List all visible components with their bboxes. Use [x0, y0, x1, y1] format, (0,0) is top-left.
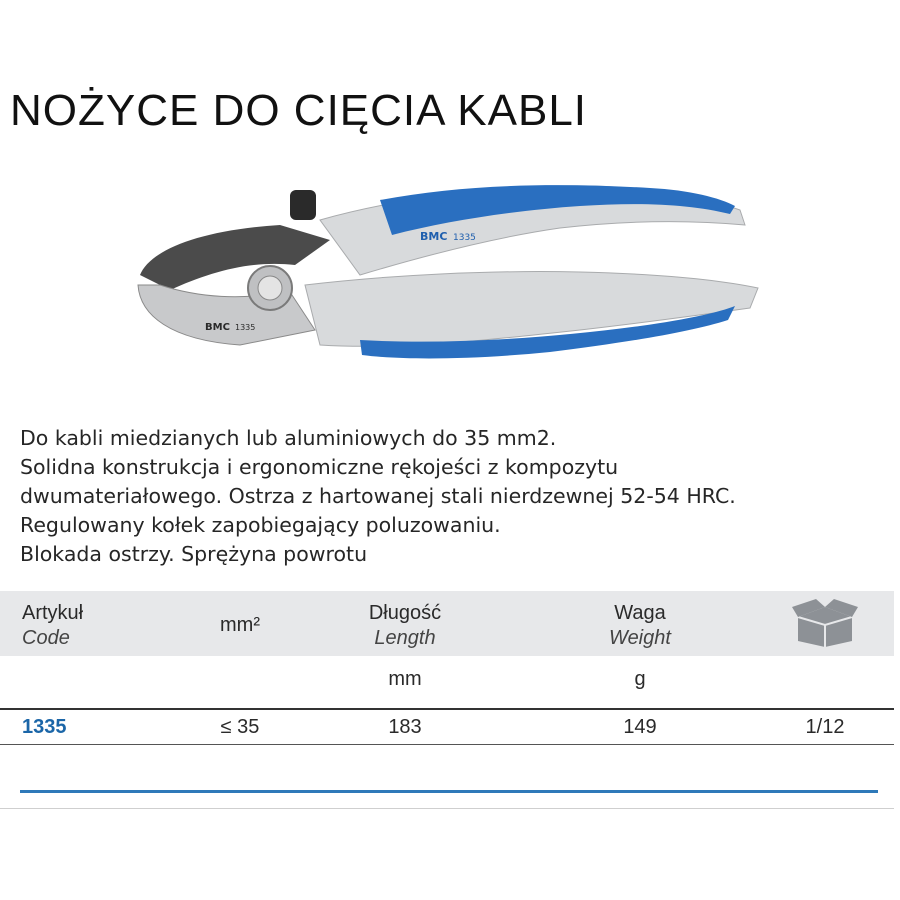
header-code-en: Code	[22, 627, 70, 649]
cell-pack: 1/12	[805, 716, 845, 738]
accent-rule	[20, 790, 878, 793]
cable-cutter-image	[130, 180, 770, 380]
description-line: Do kabli miedzianych lub aluminiowych do 35 mm2.	[20, 426, 557, 450]
header-code-pl: Artykuł	[22, 602, 84, 624]
cell-weight: 149	[623, 716, 657, 738]
header-length-pl: Długość	[368, 602, 442, 624]
model-mark-blade: 1335	[235, 323, 256, 332]
brand-mark: BMC	[420, 230, 448, 243]
header-weight-pl: Waga	[614, 602, 666, 624]
header-pack	[785, 599, 865, 653]
header-weight	[575, 601, 705, 651]
header-length-en: Length	[374, 627, 436, 649]
header-code	[22, 601, 83, 651]
description-line: Solidna konstrukcja i ergonomiczne rękojeści z kompozytu	[20, 455, 619, 479]
package-box-icon	[792, 599, 858, 647]
page-title: NOŻYCE DO CIĘCIA KABLI	[10, 86, 588, 135]
table-header	[0, 591, 894, 656]
model-mark-upper: 1335	[453, 233, 476, 243]
footer-rule	[0, 808, 894, 809]
header-length	[340, 601, 470, 651]
description-line: Blokada ostrzy. Sprężyna powrotu	[20, 542, 368, 566]
header-weight-en: Weight	[609, 627, 671, 649]
unit-weight: g	[634, 668, 646, 690]
table-row	[0, 708, 894, 746]
cell-length: 183	[388, 716, 422, 738]
cell-code: 1335	[22, 716, 67, 738]
header-mm2-label: mm²	[220, 614, 260, 636]
description-line: Regulowany kołek zapobiegający poluzowaniu.	[20, 513, 501, 537]
description-line: dwumateriałowego. Ostrza z hartowanej stali nierdzewnej 52-54 HRC.	[20, 484, 736, 508]
product-description	[20, 424, 890, 569]
cell-mm2: ≤ 35	[220, 716, 260, 738]
unit-length: mm	[388, 668, 422, 690]
header-mm2	[180, 613, 300, 637]
brand-mark-blade: BMC	[205, 322, 230, 333]
table-bottom-rule	[0, 744, 894, 745]
units-row	[0, 656, 894, 708]
spec-table	[0, 591, 894, 746]
